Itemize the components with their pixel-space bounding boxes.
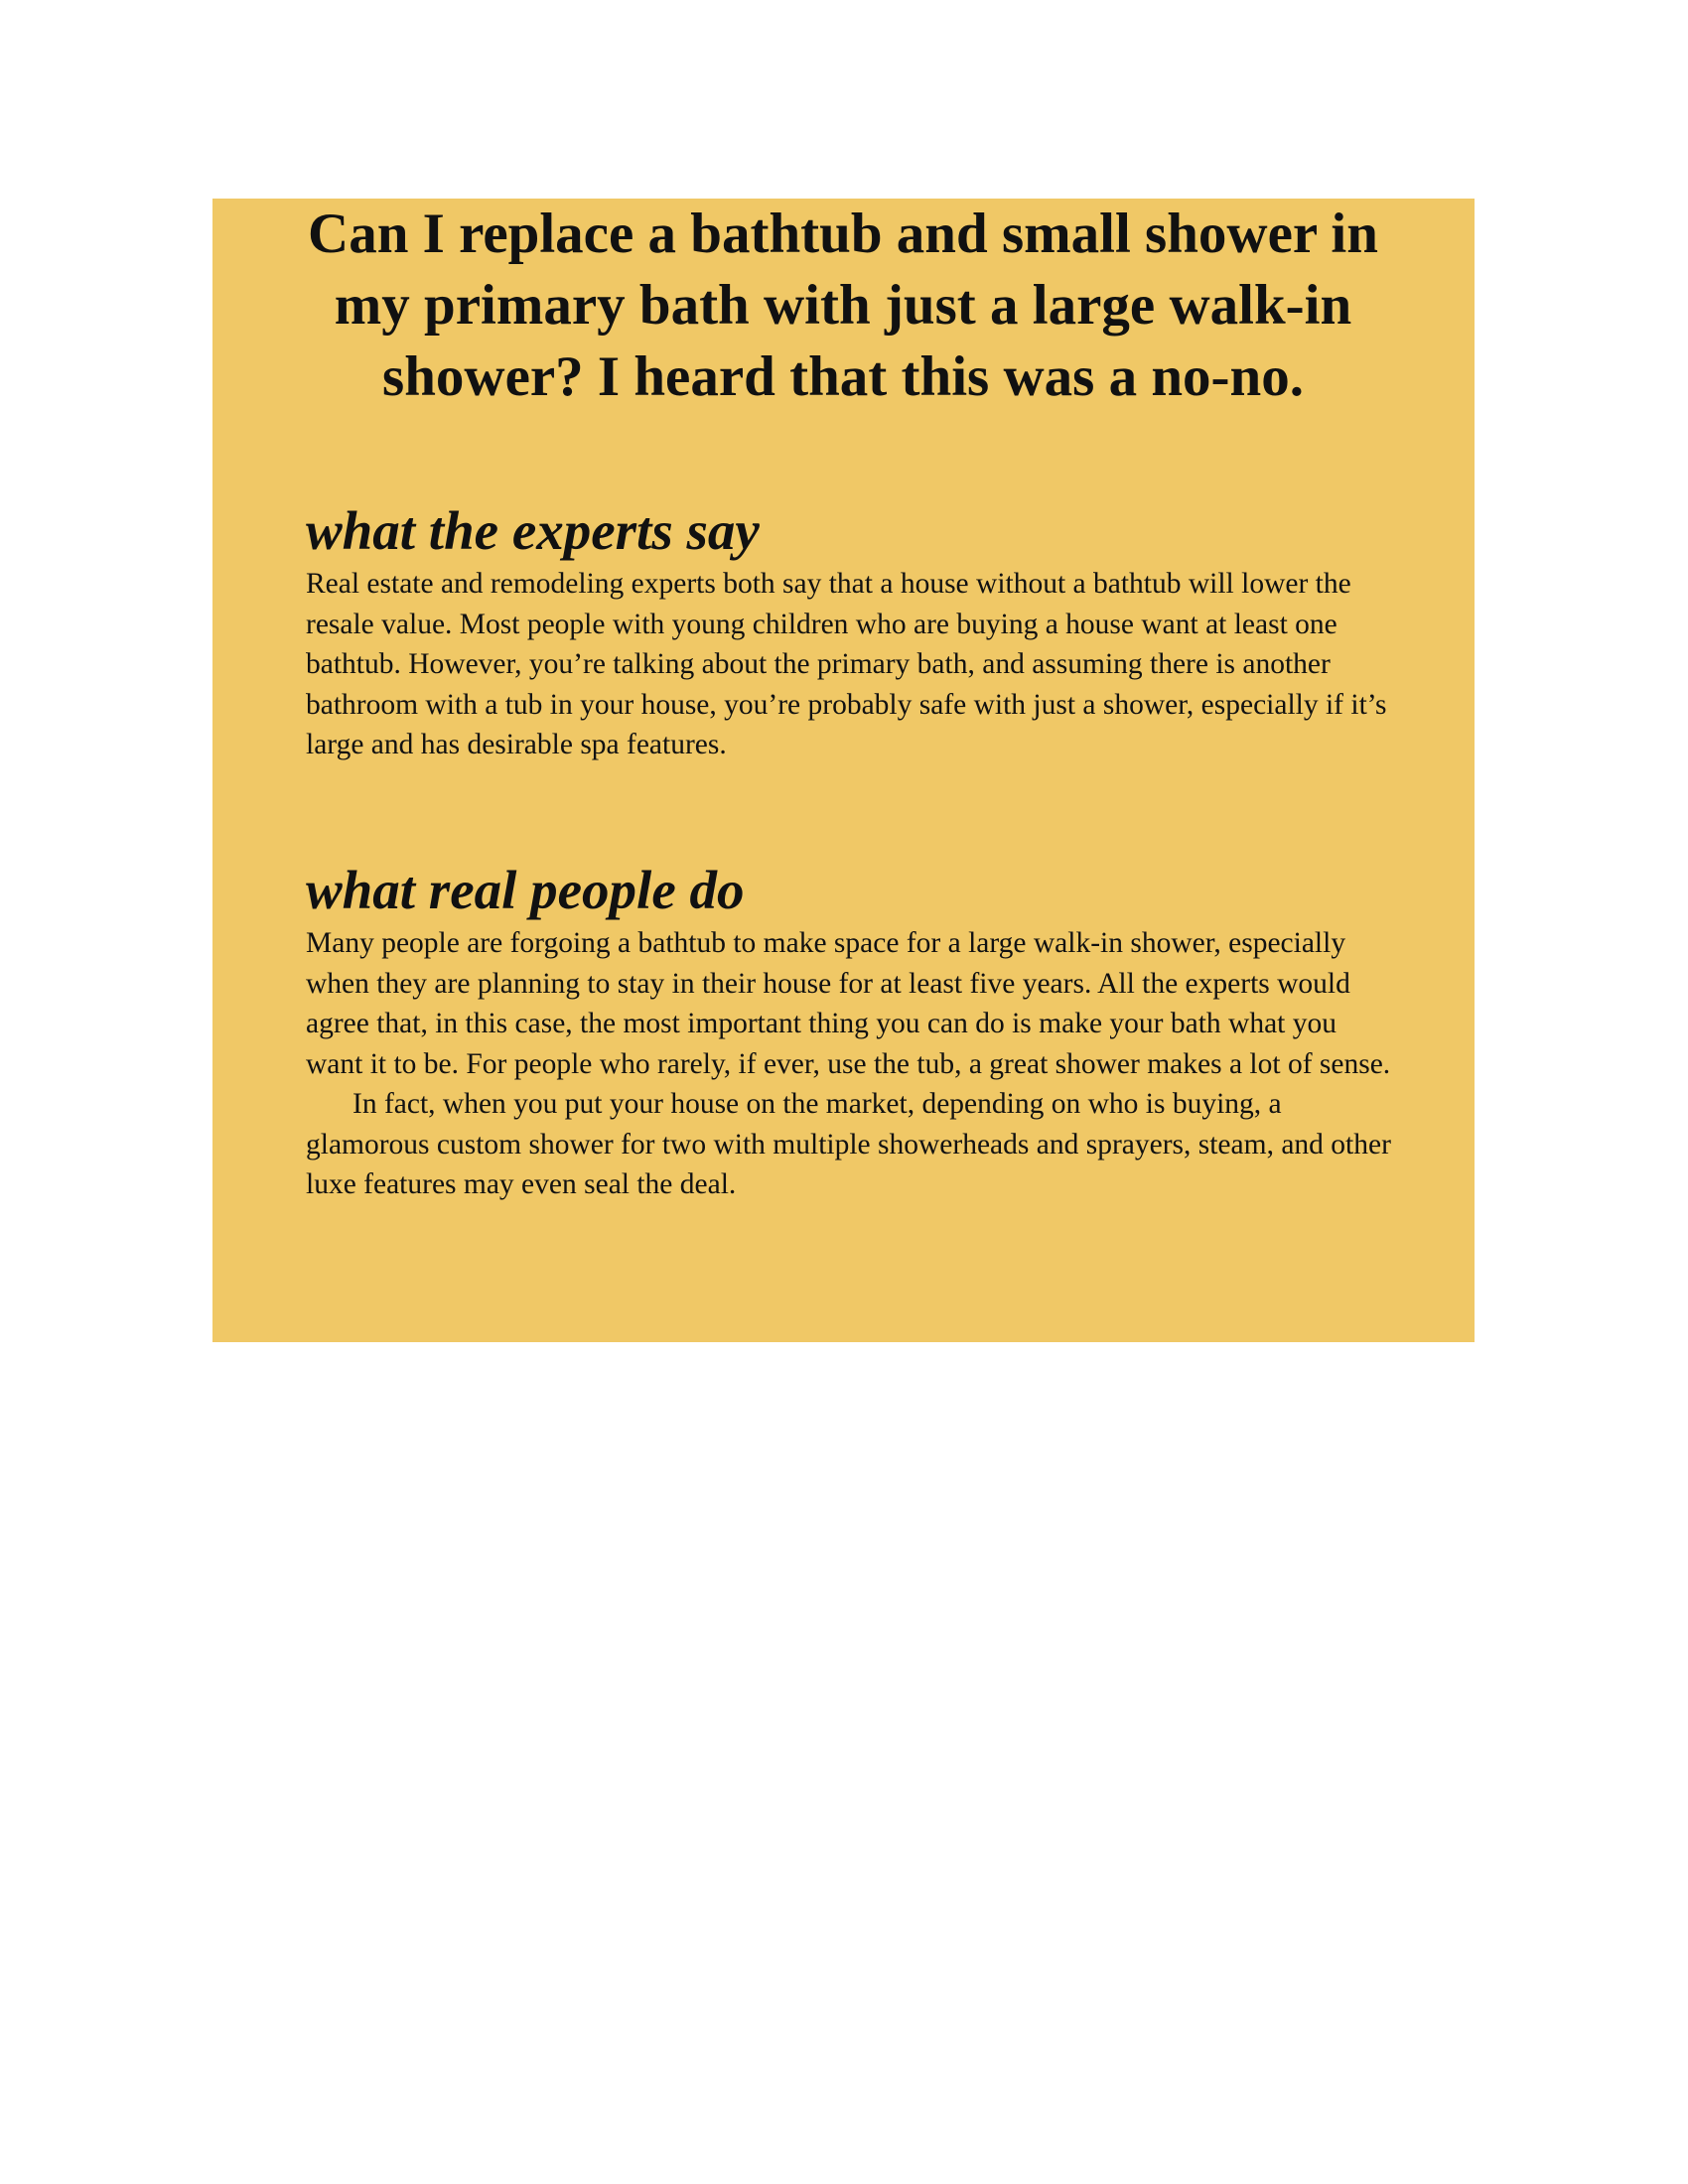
section-body-people <box>306 923 1398 1205</box>
paragraph: In fact, when you put your house on the market, depending on who is buying, a glamorous custom shower for two with multiple showerheads and sprayers, steam, and other luxe features may even seal the deal. <box>306 1088 1391 1200</box>
paragraph: Many people are forgoing a bathtub to make space for a large walk-in shower, especially when they are planning to stay in their house for at least five years. All the experts would agree that, in this case, the most important thing you can do is make your bath what you want it to be. For people who rarely, if ever, use the tub, a great shower makes a lot of sense. <box>306 927 1391 1080</box>
section-heading-experts: what the experts say <box>306 500 760 561</box>
section-body-experts <box>306 564 1398 765</box>
callout-panel <box>212 199 1475 1342</box>
paragraph: Real estate and remodeling experts both say that a house without a bathtub will lower the resale value. Most people with young children who are buying a house want at least one bathtub. However, you’re talking about the primary bath, and assuming there is another bathroom with a tub in your house, you’re probably safe with just a shower, especially if it’s large and has desirable spa features. <box>306 568 1387 760</box>
page-title: Can I replace a bathtub and small shower in my primary bath with just a large walk-in shower? I heard that this was a no-no. <box>308 203 1378 408</box>
section-heading-people: what real people do <box>306 860 745 920</box>
